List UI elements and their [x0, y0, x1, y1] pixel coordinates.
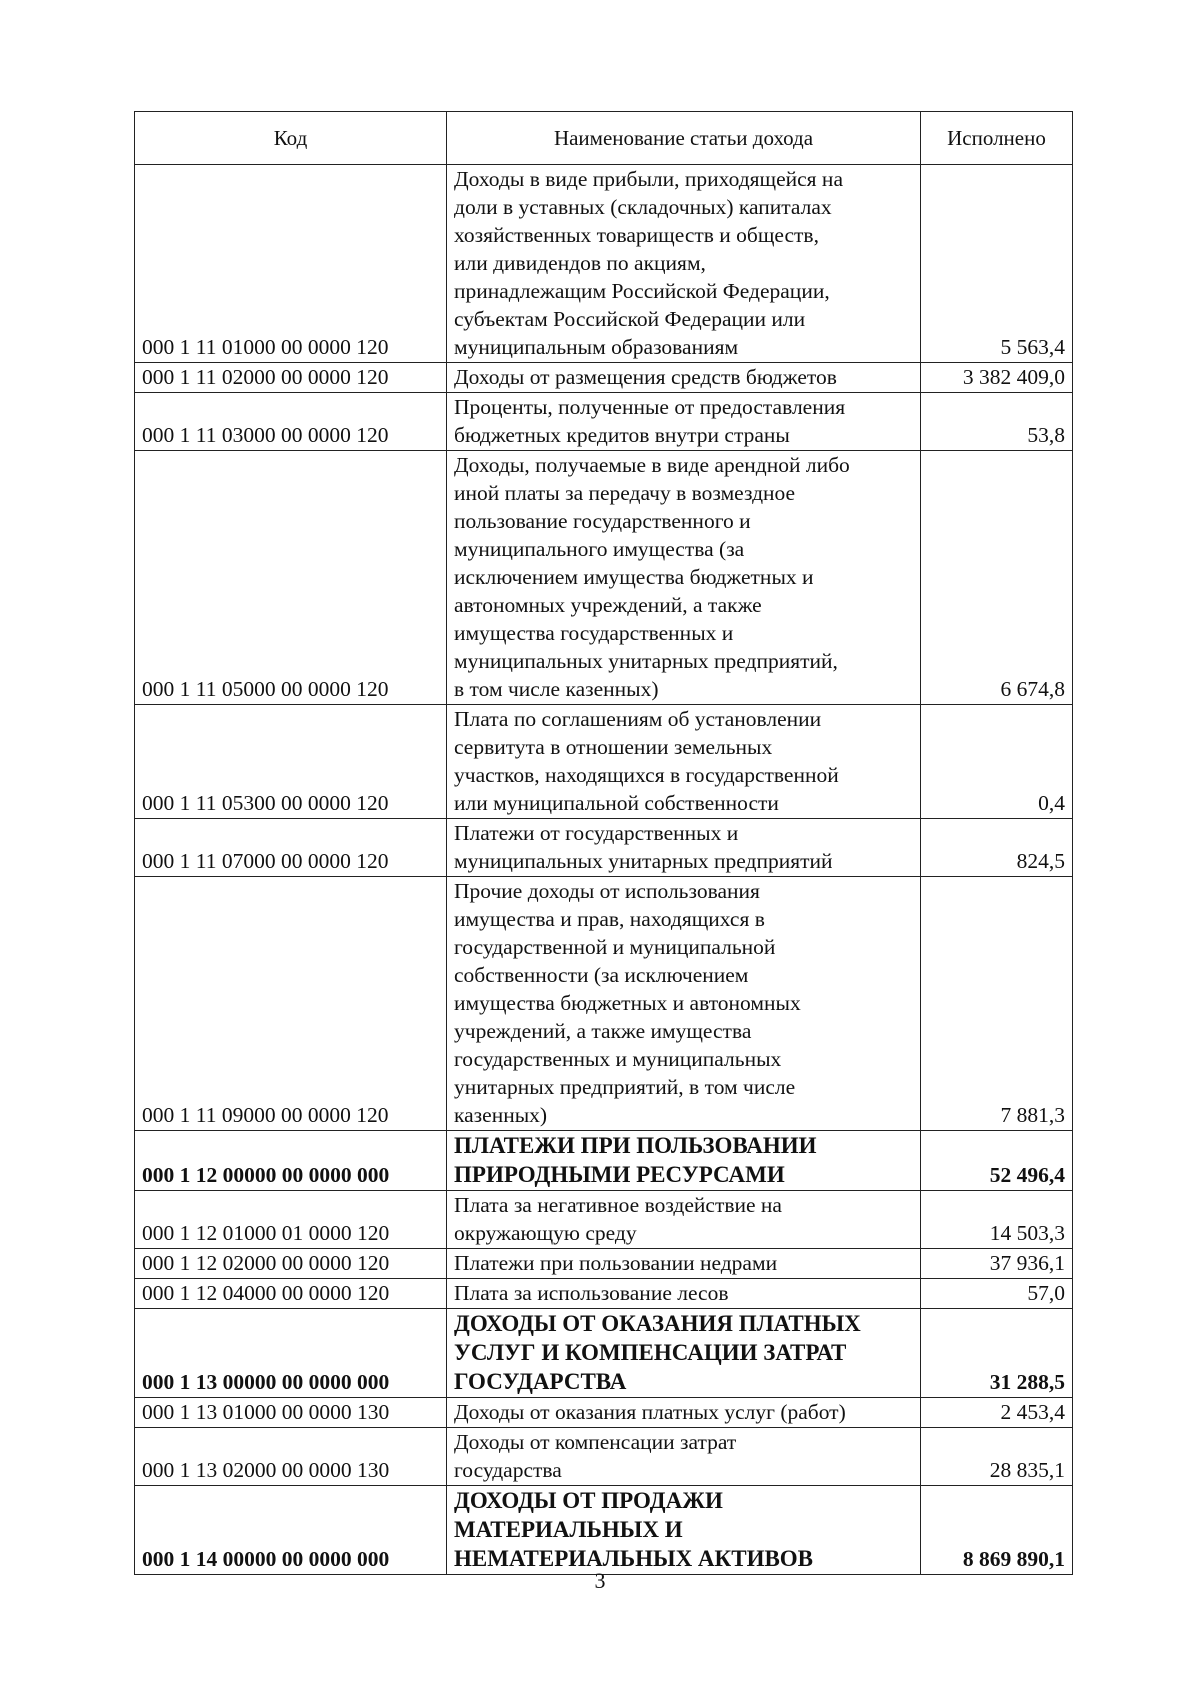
- header-code: Код: [135, 112, 447, 165]
- row-value: 8 869 890,1: [921, 1486, 1073, 1575]
- row-name: Доходы от оказания платных услуг (работ): [447, 1398, 921, 1428]
- row-value: 3 382 409,0: [921, 363, 1073, 393]
- page-number: 3: [594, 1568, 606, 1593]
- header-name: Наименование статьи дохода: [447, 112, 921, 165]
- row-code: 000 1 13 02000 00 0000 130: [135, 1428, 447, 1486]
- row-code: 000 1 12 02000 00 0000 120: [135, 1249, 447, 1279]
- row-name: Доходы в виде прибыли, приходящейся на доли в уставных (складочных) капиталах хозяйственных товариществ и обществ, или дивидендов по акциям, принадлежащим Российской Федерации, субъектам Российской Федерации или муниципальным образованиям: [447, 165, 921, 363]
- table-row-section: [135, 1131, 1073, 1191]
- row-code: 000 1 12 04000 00 0000 120: [135, 1279, 447, 1309]
- row-value: 57,0: [921, 1279, 1073, 1309]
- table-row: [135, 819, 1073, 877]
- row-code: 000 1 11 09000 00 0000 120: [135, 877, 447, 1131]
- row-code: 000 1 12 00000 00 0000 000: [135, 1131, 447, 1191]
- table-row: [135, 451, 1073, 705]
- row-value: 52 496,4: [921, 1131, 1073, 1191]
- row-value: 53,8: [921, 393, 1073, 451]
- row-value: 2 453,4: [921, 1398, 1073, 1428]
- row-name: Платежи от государственных и муниципальных унитарных предприятий: [447, 819, 921, 877]
- row-value: 28 835,1: [921, 1428, 1073, 1486]
- row-name: ДОХОДЫ ОТ ПРОДАЖИ МАТЕРИАЛЬНЫХ И НЕМАТЕРИАЛЬНЫХ АКТИВОВ: [447, 1486, 921, 1575]
- row-value: 7 881,3: [921, 877, 1073, 1131]
- row-code: 000 1 12 01000 01 0000 120: [135, 1191, 447, 1249]
- row-value: 14 503,3: [921, 1191, 1073, 1249]
- table-row: [135, 165, 1073, 363]
- row-code: 000 1 11 05000 00 0000 120: [135, 451, 447, 705]
- row-value: 5 563,4: [921, 165, 1073, 363]
- table-row-section: [135, 1309, 1073, 1398]
- table-row: [135, 1191, 1073, 1249]
- row-name: Плата за использование лесов: [447, 1279, 921, 1309]
- table-header-row: [135, 112, 1073, 165]
- table-row: [135, 1398, 1073, 1428]
- row-code: 000 1 11 05300 00 0000 120: [135, 705, 447, 819]
- row-value: 37 936,1: [921, 1249, 1073, 1279]
- row-name: ДОХОДЫ ОТ ОКАЗАНИЯ ПЛАТНЫХ УСЛУГ И КОМПЕНСАЦИИ ЗАТРАТ ГОСУДАРСТВА: [447, 1309, 921, 1398]
- row-code: 000 1 13 00000 00 0000 000: [135, 1309, 447, 1398]
- row-code: 000 1 11 03000 00 0000 120: [135, 393, 447, 451]
- table-row: [135, 363, 1073, 393]
- row-code: 000 1 11 07000 00 0000 120: [135, 819, 447, 877]
- table-row: [135, 705, 1073, 819]
- row-name: Платежи при пользовании недрами: [447, 1249, 921, 1279]
- income-table: [134, 111, 1073, 1575]
- row-name: Плата по соглашениям об установлении сервитута в отношении земельных участков, находящихся в государственной или муниципальной собственности: [447, 705, 921, 819]
- table-row-section: [135, 1486, 1073, 1575]
- row-name: Доходы, получаемые в виде арендной либо иной платы за передачу в возмездное пользование государственного и муниципального имущества (за исключением имущества бюджетных и автономных учреждений, а также имущества государственных и муниципальных унитарных предприятий, в том числе казенных): [447, 451, 921, 705]
- row-name: Прочие доходы от использования имущества и прав, находящихся в государственной и муниципальной собственности (за исключением имущества бюджетных и автономных учреждений, а также имущества государственных и муниципальных унитарных предприятий, в том числе казенных): [447, 877, 921, 1131]
- row-value: 824,5: [921, 819, 1073, 877]
- table-row: [135, 877, 1073, 1131]
- row-code: 000 1 13 01000 00 0000 130: [135, 1398, 447, 1428]
- table-row: [135, 1249, 1073, 1279]
- row-value: 31 288,5: [921, 1309, 1073, 1398]
- table-row: [135, 1279, 1073, 1309]
- row-name: Плата за негативное воздействие на окружающую среду: [447, 1191, 921, 1249]
- table-row: [135, 1428, 1073, 1486]
- row-code: 000 1 11 01000 00 0000 120: [135, 165, 447, 363]
- row-name: Доходы от размещения средств бюджетов: [447, 363, 921, 393]
- row-value: 6 674,8: [921, 451, 1073, 705]
- row-code: 000 1 14 00000 00 0000 000: [135, 1486, 447, 1575]
- header-value: Исполнено: [921, 112, 1073, 165]
- row-name: ПЛАТЕЖИ ПРИ ПОЛЬЗОВАНИИ ПРИРОДНЫМИ РЕСУРСАМИ: [447, 1131, 921, 1191]
- row-name: Доходы от компенсации затрат государства: [447, 1428, 921, 1486]
- row-code: 000 1 11 02000 00 0000 120: [135, 363, 447, 393]
- table-row: [135, 393, 1073, 451]
- row-name: Проценты, полученные от предоставления бюджетных кредитов внутри страны: [447, 393, 921, 451]
- row-value: 0,4: [921, 705, 1073, 819]
